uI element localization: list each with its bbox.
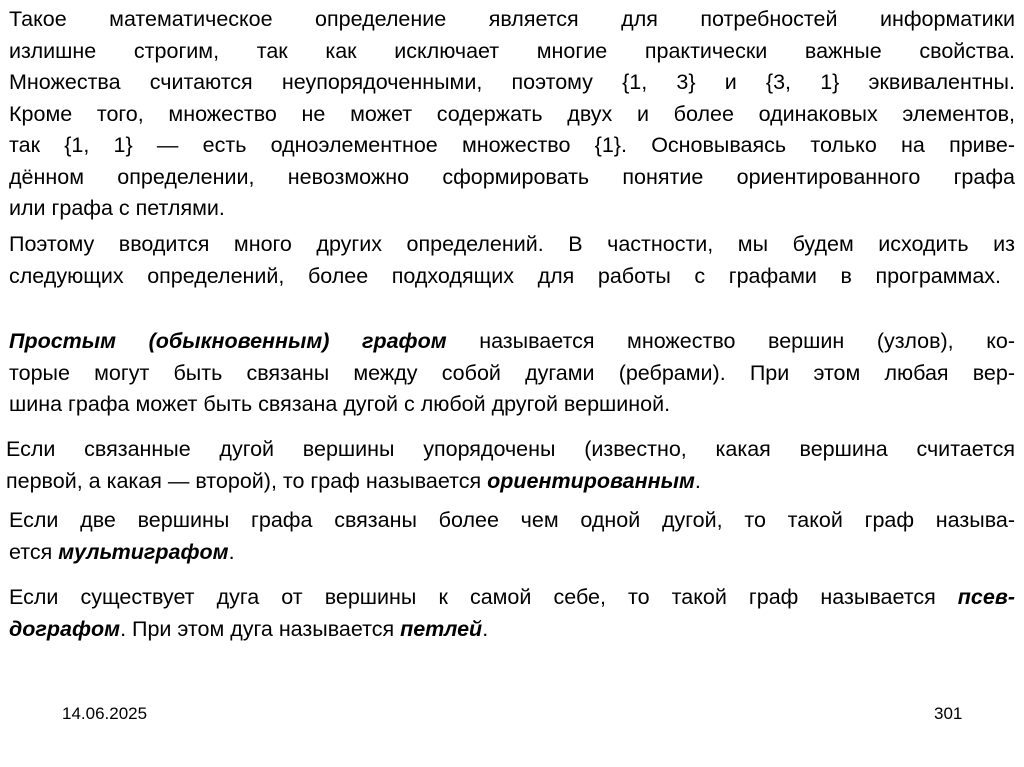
paragraph-other-definitions xyxy=(9,229,1015,292)
text-fragment: Если существует дуга от вершины к самой себе, то такой граф называется xyxy=(9,585,958,609)
text-line: шина графа может быть связана дугой с любой другой вершиной. xyxy=(9,392,671,416)
text-line: следующих определений, более подходящих для работы с графами в программах. xyxy=(9,263,1001,288)
term-multigraph: мультиграфом xyxy=(58,539,229,564)
paragraph-pseudograph xyxy=(9,582,1015,645)
term-loop: петлей xyxy=(400,616,483,641)
text-line: Если две вершины графа связаны более чем одной дугой, то такой граф называ- xyxy=(9,508,1015,532)
text-line xyxy=(9,326,1015,358)
text-line: или графа с петлями. xyxy=(9,196,225,220)
text-line: излишне строгим, так как исключает многие практически важные свойства. xyxy=(9,38,1015,63)
text-line xyxy=(9,537,1015,569)
term-simple-graph: Простым (обыкновенным) графом xyxy=(9,329,447,353)
paragraph-set-definition-limits xyxy=(9,4,1015,225)
text-line: торые могут быть связаны между собой дугами (ребрами). При этом любая вер- xyxy=(9,360,1015,385)
paragraph-simple-graph xyxy=(9,326,1015,421)
page-number: 301 xyxy=(934,704,963,723)
text-fragment: . При этом дуга называется xyxy=(120,616,401,641)
term-pseudograph-part1: псев- xyxy=(957,585,1015,609)
text-line xyxy=(9,614,1015,646)
text-line xyxy=(9,582,1015,614)
term-pseudograph-part2: дографом xyxy=(9,616,121,641)
text-line xyxy=(6,466,1015,498)
text-line: Кроме того, множество не может содержать двух и более одинаковых элементов, xyxy=(9,101,1015,126)
paragraph-multigraph xyxy=(9,505,1015,568)
text-fragment: называется множество вершин (узлов), ко- xyxy=(446,329,1015,353)
text-line: Такое математическое определение является для потребностей информатики xyxy=(9,7,1015,31)
text-line: Если связанные дугой вершины упорядочены (известно, какая вершина считается xyxy=(6,437,1015,461)
text-fragment: ется xyxy=(9,539,59,564)
text-line: Поэтому вводится много других определений. В частности, мы будем исходить из xyxy=(9,232,1015,256)
text-fragment: первой, а какая — второй), то граф называется xyxy=(6,468,488,493)
text-line: дённом определении, невозможно сформировать понятие ориентированного графа xyxy=(9,164,1015,189)
text-fragment: . xyxy=(228,539,235,564)
text-fragment: . xyxy=(694,468,701,493)
paragraph-oriented-graph xyxy=(6,434,1015,497)
text-fragment: . xyxy=(482,616,489,641)
text-line: Множества считаются неупорядоченными, поэтому {1, 3} и {3, 1} эквивалентны. xyxy=(9,70,1015,94)
footer-date: 14.06.2025 xyxy=(62,704,148,723)
term-oriented: ориентированным xyxy=(487,468,695,493)
text-line: так {1, 1} — есть одноэлементное множество {1}. Основываясь только на приве- xyxy=(9,133,1015,157)
